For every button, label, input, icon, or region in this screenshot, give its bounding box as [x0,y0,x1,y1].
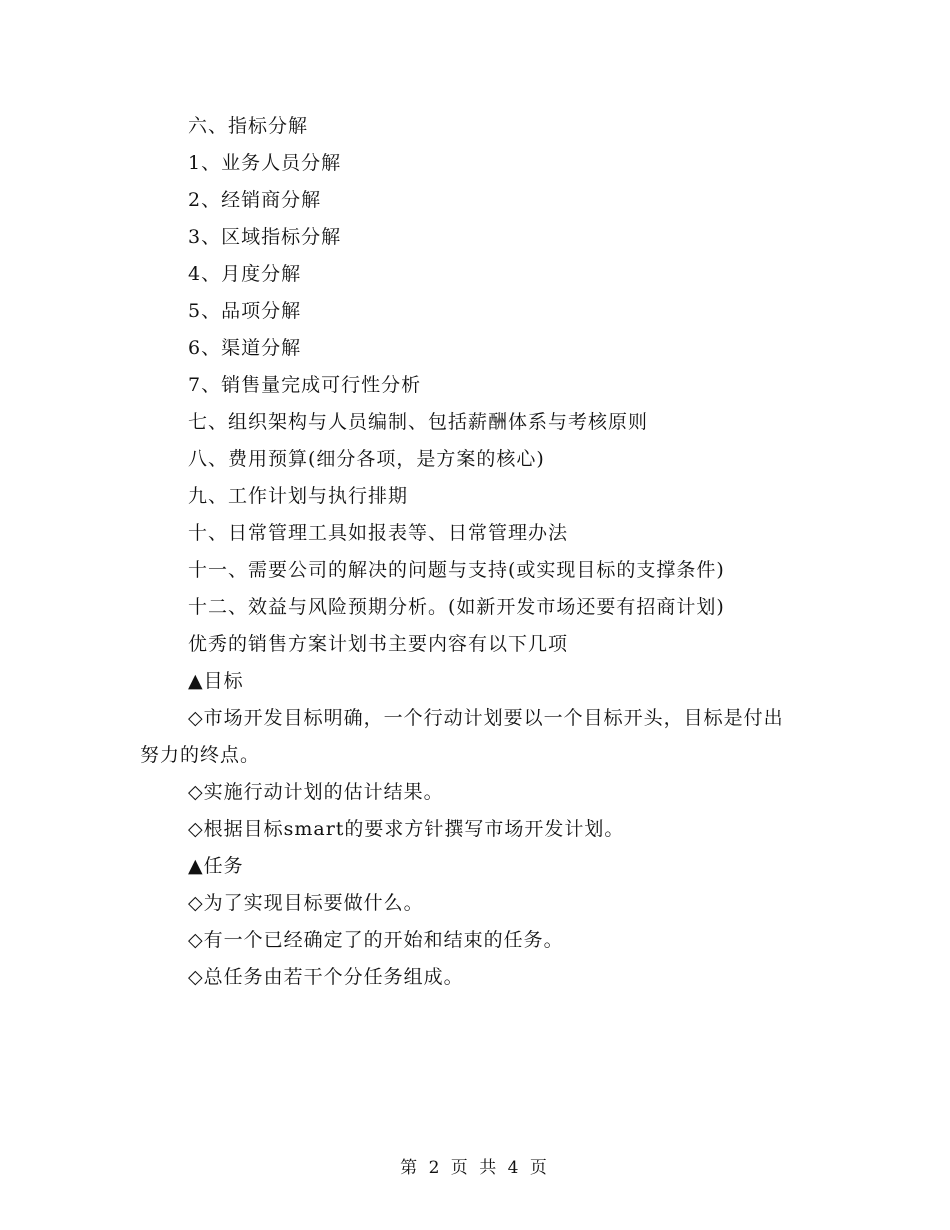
section-heading-organization: 七、组织架构与人员编制、包括薪酬体系与考核原则 [188,411,649,433]
section-heading-benefit-risk: 十二、效益与风险预期分析。(如新开发市场还要有招商计划) [188,596,725,618]
section-heading-indicator-breakdown: 六、指标分解 [188,115,309,137]
list-item: 6、渠道分解 [188,337,302,359]
bullet-item: ◇实施行动计划的估计结果。 [188,781,444,803]
bullet-item: ◇为了实现目标要做什么。 [188,892,424,914]
list-item: 2、经销商分解 [188,189,322,211]
list-item: 1、业务人员分解 [188,152,342,174]
subheading-target: ▲目标 [188,670,244,692]
bullet-item: ◇根据目标smart的要求方针撰写市场开发计划。 [188,818,625,840]
list-item: 4、月度分解 [188,263,302,285]
bullet-item: ◇总任务由若干个分任务组成。 [188,966,464,988]
section-heading-budget: 八、费用预算(细分各项，是方案的核心) [188,448,545,470]
list-item: 3、区域指标分解 [188,226,342,248]
page-number-footer: 第 2 页 共 4 页 [400,1158,550,1178]
list-item: 5、品项分解 [188,300,302,322]
intro-sentence: 优秀的销售方案计划书主要内容有以下几项 [188,633,569,655]
subheading-task: ▲任务 [188,855,244,877]
document-body [140,108,810,996]
section-heading-company-support: 十一、需要公司的解决的问题与支持(或实现目标的支撑条件) [188,559,725,581]
list-item: 7、销售量完成可行性分析 [188,374,422,396]
section-heading-work-plan: 九、工作计划与执行排期 [188,485,409,507]
section-heading-management-tools: 十、日常管理工具如报表等、日常管理办法 [188,522,569,544]
bullet-item: ◇有一个已经确定了的开始和结束的任务。 [188,929,564,951]
paragraph-target-clear: ◇市场开发目标明确，一个行动计划要以一个目标开头，目标是付出努力的终点。 [140,707,784,766]
